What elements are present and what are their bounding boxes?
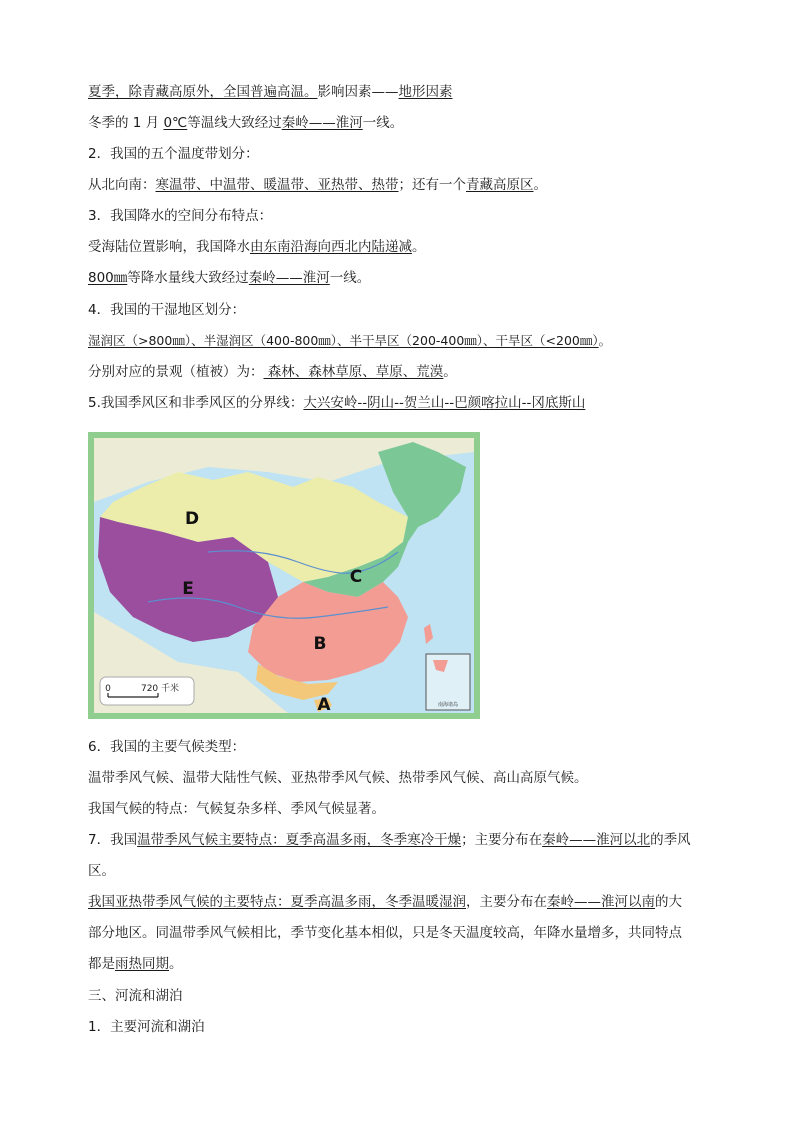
text-line-19 xyxy=(88,954,183,974)
underlined-text: 800㎜ xyxy=(88,270,128,286)
text: 5.我国季风区和非季风区的分界线： xyxy=(88,395,304,411)
text: 都是 xyxy=(88,956,115,972)
text: 。 xyxy=(533,177,547,193)
text-line-16: 区。 xyxy=(88,863,115,879)
map-svg xyxy=(88,432,480,719)
text: 一线。 xyxy=(329,270,371,286)
underlined-text: 大兴安岭--阴山--贺兰山--巴颜喀拉山--冈底斯山 xyxy=(303,395,586,411)
region-label-a: A xyxy=(317,695,331,715)
text: 的季风 xyxy=(650,832,691,848)
text-line-1 xyxy=(88,82,453,102)
text-line-2 xyxy=(88,113,403,133)
underlined-text: 雨热同期 xyxy=(115,956,169,972)
underlined-text: 秦岭——淮河 xyxy=(281,115,363,131)
scale-value-label: 720 千米 xyxy=(140,684,180,694)
text-line-6 xyxy=(88,237,426,257)
region-label-d: D xyxy=(184,509,200,529)
text: 等温线大致经过 xyxy=(187,115,282,131)
text: 。 xyxy=(598,333,612,348)
underlined-text: 寒温带、中温带、暖温带、亚热带、热带 xyxy=(155,177,399,193)
text: 受海陆位置影响，我国降水 xyxy=(88,239,250,255)
text-line-10 xyxy=(88,362,457,382)
text: 。 xyxy=(443,364,457,380)
text: 冬季的 1 月 xyxy=(88,115,164,131)
underlined-text: 湿润区（>800㎜）、半湿润区（400-800㎜）、半干旱区（200-400㎜）、干旱区（<200㎜） xyxy=(88,333,599,348)
underlined-text: 0℃ xyxy=(163,115,188,131)
section-heading-2: 2．我国的五个温度带划分： xyxy=(88,146,259,162)
underlined-text: 我国亚热带季风气候的主要特点：夏季高温多雨，冬季温暖湿润 xyxy=(88,894,466,910)
underlined-text: 青藏高原区 xyxy=(466,177,534,193)
text: 从北向南： xyxy=(88,177,156,193)
text: ；主要分布在 xyxy=(461,832,543,848)
underlined-text: 夏季，除青藏高原外，全国普遍高温。 xyxy=(88,84,318,100)
climate-region-map xyxy=(88,432,480,719)
text: 。 xyxy=(412,239,426,255)
inset-caption: 南海诸岛 xyxy=(437,702,459,708)
text-line-7 xyxy=(88,268,370,288)
text-line-4 xyxy=(88,175,547,195)
text: 7．我国 xyxy=(88,832,138,848)
text-line-17 xyxy=(88,892,682,912)
underlined-text: 秦岭——淮河以北 xyxy=(542,832,651,848)
text: ，主要分布在 xyxy=(466,894,547,910)
text-line-11 xyxy=(88,393,585,413)
text-line-13: 温带季风气候、温带大陆性气候、亚热带季风气候、热带季风气候、高山高原气候。 xyxy=(88,770,588,786)
section-subheading-rivers: 1．主要河流和湖泊 xyxy=(88,1019,205,1035)
text-line-14: 我国气候的特点：气候复杂多样、季风气候显著。 xyxy=(88,801,385,817)
text-line-9 xyxy=(88,331,611,351)
underlined-text: 由东南沿海向西北内陆递减 xyxy=(250,239,412,255)
region-label-b: B xyxy=(313,634,327,654)
underlined-text: 秦岭——淮河以南 xyxy=(547,894,655,910)
underlined-text: 温带季风气候主要特点：夏季高温多雨，冬季寒冷干燥 xyxy=(137,832,462,848)
text: 等降水量线大致经过 xyxy=(127,270,249,286)
section-heading-6: 6．我国的主要气候类型： xyxy=(88,739,246,755)
region-label-e: E xyxy=(182,579,194,599)
underlined-text: 地形因素 xyxy=(398,84,453,100)
text: 分别对应的景观（植被）为： xyxy=(88,364,264,380)
region-label-c: C xyxy=(349,567,363,587)
section-heading-rivers: 三、河流和湖泊 xyxy=(88,988,183,1004)
underlined-text: 秦岭——淮河 xyxy=(248,270,330,286)
section-heading-3: 3．我国降水的空间分布特点： xyxy=(88,208,273,224)
text: 的大 xyxy=(655,894,682,910)
section-heading-4: 4．我国的干湿地区划分： xyxy=(88,302,246,318)
text-line-15 xyxy=(88,830,691,850)
underlined-text: 森林、森林草原、草原、荒漠 xyxy=(263,364,444,380)
scale-zero-label: 0 xyxy=(105,684,111,694)
text-line-18: 部分地区。同温带季风气候相比，季节变化基本相似，只是冬天温度较高，年降水量增多，共同特点 xyxy=(88,925,682,941)
text: 。 xyxy=(169,956,183,972)
text: 一线。 xyxy=(362,115,404,131)
text: 影响因素—— xyxy=(317,84,399,100)
text: ；还有一个 xyxy=(398,177,466,193)
